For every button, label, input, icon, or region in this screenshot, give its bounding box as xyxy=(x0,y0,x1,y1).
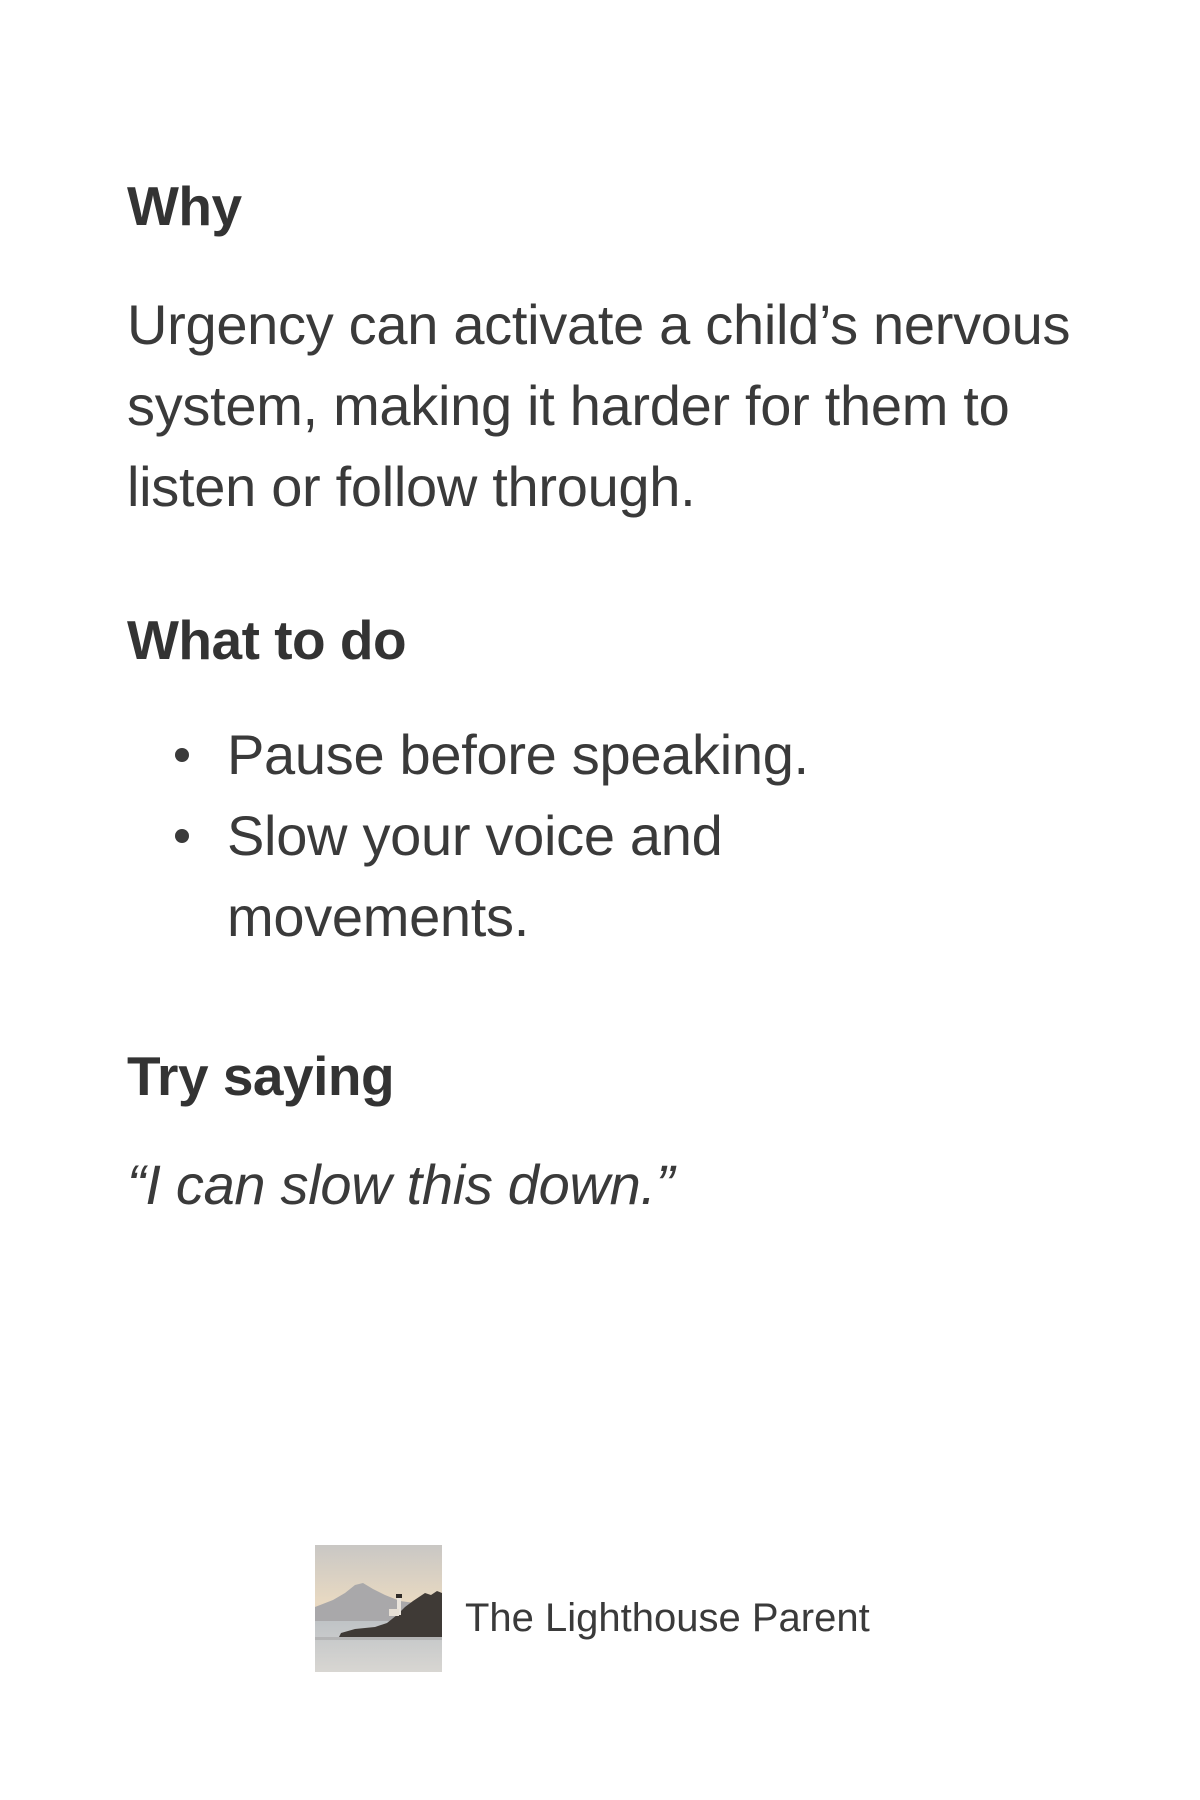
bullet-icon xyxy=(175,748,189,762)
lighthouse-coast-photo-icon xyxy=(315,1545,442,1672)
try-saying-heading: Try saying xyxy=(127,1045,395,1107)
brand-name: The Lighthouse Parent xyxy=(465,1596,870,1640)
list-item-text: Slow your voice and movements. xyxy=(227,804,723,948)
list-item-text: Pause before speaking. xyxy=(227,723,809,786)
bullet-icon xyxy=(175,829,189,843)
list-item xyxy=(127,795,847,957)
try-saying-quote: “I can slow this down.” xyxy=(127,1153,675,1216)
why-body: Urgency can activate a child’s nervous system, making it harder for them to listen or follow through. xyxy=(127,293,1071,518)
why-heading: Why xyxy=(127,175,242,237)
what-to-do-list xyxy=(127,714,847,957)
list-item xyxy=(127,714,847,795)
brand-footer xyxy=(315,1545,870,1672)
what-to-do-heading: What to do xyxy=(127,609,407,671)
